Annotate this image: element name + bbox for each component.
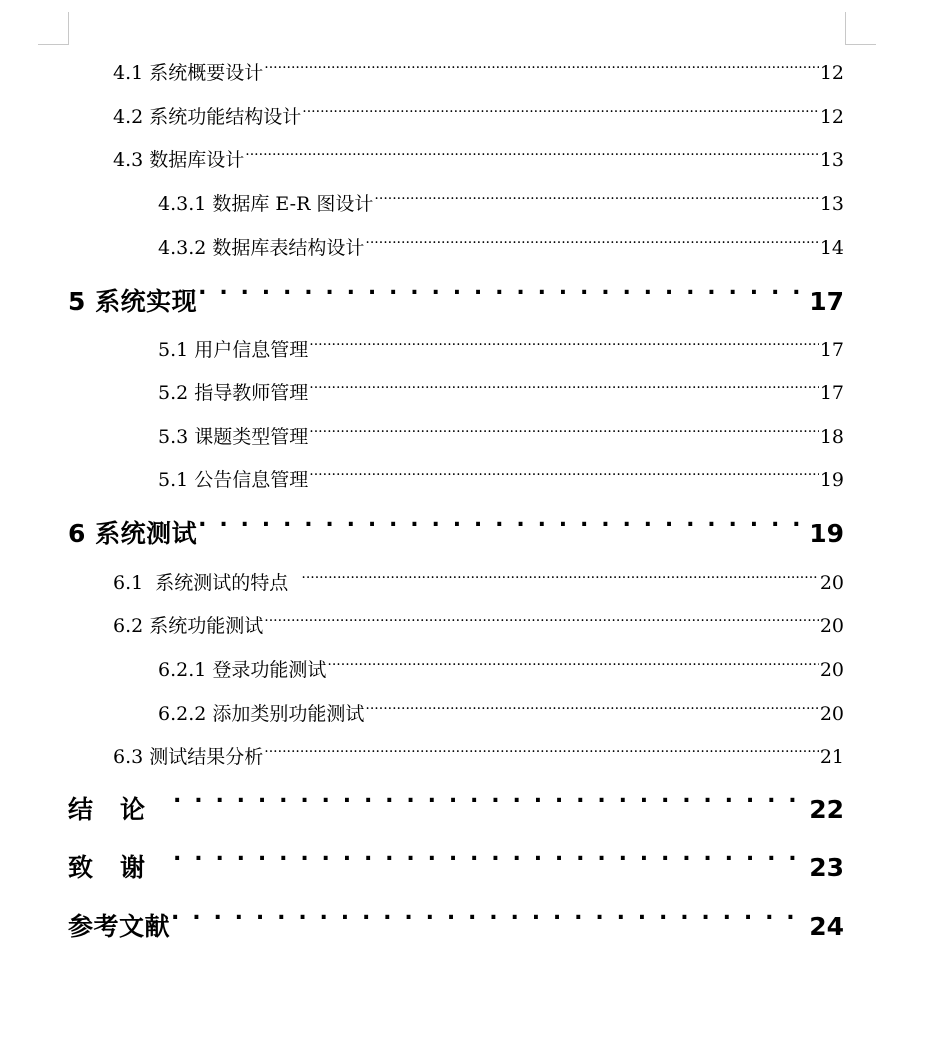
toc-entry-5-2[interactable] xyxy=(158,373,844,404)
toc-entry-6[interactable] xyxy=(68,506,844,548)
dot-leader xyxy=(173,782,808,818)
dot-leader xyxy=(309,330,819,356)
toc-entry-page: 17 xyxy=(809,287,844,316)
toc-entry-label: 4.1 系统概要设计 xyxy=(113,62,264,84)
crop-mark-top-left xyxy=(38,12,69,45)
toc-entry-label: 4.3.1 数据库 E-R 图设计 xyxy=(158,193,374,215)
dot-leader xyxy=(365,694,818,720)
dot-leader xyxy=(309,460,819,486)
dot-leader xyxy=(327,650,818,676)
toc-entry-label: 4.2 系统功能结构设计 xyxy=(113,106,302,128)
toc-entry-acknowledgements[interactable] xyxy=(68,840,844,882)
toc-entry-page: 18 xyxy=(819,426,844,448)
toc-entry-page: 12 xyxy=(819,62,844,84)
toc-entry-page: 14 xyxy=(819,237,844,259)
dot-leader xyxy=(309,417,819,443)
toc-entry-label: 5 系统实现 xyxy=(68,287,198,316)
toc-entry-label: 6.3 测试结果分析 xyxy=(113,746,264,768)
toc-entry-4-2[interactable] xyxy=(113,97,844,128)
toc-entry-page: 17 xyxy=(819,339,844,361)
toc-entry-label: 6.2 系统功能测试 xyxy=(113,615,264,637)
dot-leader xyxy=(264,53,819,79)
toc-entry-5-1[interactable] xyxy=(158,330,844,361)
toc-entry-label: 致谢 xyxy=(68,853,173,882)
dot-leader xyxy=(302,97,819,123)
toc-entry-conclusion[interactable] xyxy=(68,782,844,824)
toc-entry-page: 20 xyxy=(819,572,844,594)
toc-entry-5[interactable] xyxy=(68,274,844,316)
toc-entry-label: 4.3 数据库设计 xyxy=(113,149,245,171)
toc-entry-label: 5.2 指导教师管理 xyxy=(158,382,309,404)
toc-entry-page: 13 xyxy=(819,149,844,171)
toc-entry-label: 6.2.2 添加类别功能测试 xyxy=(158,703,365,725)
toc-entry-page: 21 xyxy=(819,746,844,768)
dot-leader xyxy=(198,506,808,542)
toc-entry-label: 6.1 系统测试的特点 xyxy=(113,572,301,594)
toc-entry-label: 5.3 课题类型管理 xyxy=(158,426,309,448)
toc-entry-page: 12 xyxy=(819,106,844,128)
toc-entry-label: 结论 xyxy=(68,795,173,824)
toc-entry-page: 22 xyxy=(809,795,844,824)
dot-leader xyxy=(374,184,818,210)
toc-entry-page: 19 xyxy=(809,519,844,548)
toc-entry-label: 4.3.2 数据库表结构设计 xyxy=(158,237,365,259)
toc-entry-page: 23 xyxy=(809,853,844,882)
dot-leader xyxy=(245,140,819,166)
toc-entry-4-3-1[interactable] xyxy=(158,184,844,215)
dot-leader xyxy=(264,606,819,632)
toc-entry-references[interactable] xyxy=(68,899,844,941)
toc-entry-label: 6.2.1 登录功能测试 xyxy=(158,659,327,681)
toc-entry-5-3[interactable] xyxy=(158,417,844,448)
toc-entry-label: 5.1 用户信息管理 xyxy=(158,339,309,361)
toc-entry-5-4[interactable] xyxy=(158,460,844,491)
toc-entry-4-3-2[interactable] xyxy=(158,228,844,259)
toc-entry-6-2-1[interactable] xyxy=(158,650,844,681)
toc-entry-label: 6 系统测试 xyxy=(68,519,198,548)
toc-entry-page: 20 xyxy=(819,703,844,725)
dot-leader xyxy=(264,737,819,763)
toc-entry-page: 20 xyxy=(819,615,844,637)
dot-leader xyxy=(365,228,818,254)
dot-leader xyxy=(198,274,808,310)
toc-entry-6-2[interactable] xyxy=(113,606,844,637)
toc-entry-page: 20 xyxy=(819,659,844,681)
toc-entry-4-1[interactable] xyxy=(113,53,844,84)
toc-entry-6-1[interactable] xyxy=(113,563,844,594)
crop-mark-top-right xyxy=(845,12,876,45)
toc-entry-label: 5.1 公告信息管理 xyxy=(158,469,309,491)
toc-entry-4-3[interactable] xyxy=(113,140,844,171)
toc-entry-page: 13 xyxy=(819,193,844,215)
toc-entry-6-2-2[interactable] xyxy=(158,694,844,725)
dot-leader xyxy=(173,840,808,876)
toc-entry-page: 24 xyxy=(809,912,844,941)
dot-leader xyxy=(301,563,818,589)
toc-entry-label: 参考文献 xyxy=(68,912,171,941)
dot-leader xyxy=(309,373,819,399)
toc-entry-6-3[interactable] xyxy=(113,737,844,768)
dot-leader xyxy=(171,899,808,935)
toc-entry-page: 17 xyxy=(819,382,844,404)
toc-entry-page: 19 xyxy=(819,469,844,491)
